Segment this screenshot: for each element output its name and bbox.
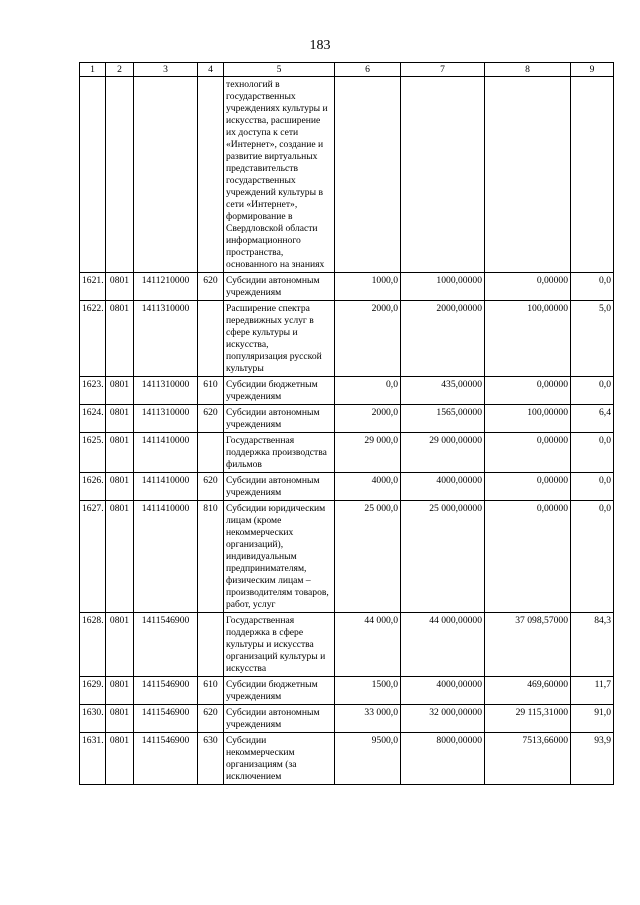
value-col-8: 100,00000 [485,405,571,433]
table-row [80,77,614,273]
item-name: Субсидии юридическим лицам (кроме некоммерческих организаций), индивидуальным предпринимателям, физическим лицам – производителям товаров, работ, услуг [224,501,335,613]
table-row [80,405,614,433]
table-row [80,613,614,677]
table-row [80,273,614,301]
expense-type [198,613,224,677]
row-number: 1625. [80,433,106,473]
value-col-8: 0,00000 [485,433,571,473]
row-number: 1629. [80,677,106,705]
value-col-7: 25 000,00000 [401,501,485,613]
header-col-8: 8 [485,63,571,77]
section-code: 0801 [106,273,134,301]
value-col-6: 1500,0 [335,677,401,705]
header-col-1: 1 [80,63,106,77]
page-number: 183 [309,38,331,53]
table-row [80,433,614,473]
value-col-6: 1000,0 [335,273,401,301]
value-col-8: 0,00000 [485,501,571,613]
percent: 11,7 [571,677,614,705]
expense-type [198,77,224,273]
header-col-7: 7 [401,63,485,77]
target-code [134,77,198,273]
value-col-7: 4000,00000 [401,473,485,501]
section-code: 0801 [106,705,134,733]
table-row [80,377,614,405]
row-number: 1624. [80,405,106,433]
row-number: 1627. [80,501,106,613]
budget-table [79,62,614,785]
expense-type: 620 [198,473,224,501]
table-row [80,301,614,377]
section-code: 0801 [106,677,134,705]
item-name: Государственная поддержка производства фильмов [224,433,335,473]
value-col-6 [335,77,401,273]
value-col-7: 32 000,00000 [401,705,485,733]
expense-type: 620 [198,273,224,301]
value-col-6: 4000,0 [335,473,401,501]
header-col-5: 5 [224,63,335,77]
header-col-3: 3 [134,63,198,77]
percent: 0,0 [571,377,614,405]
value-col-6: 2000,0 [335,405,401,433]
value-col-7: 29 000,00000 [401,433,485,473]
row-number: 1623. [80,377,106,405]
section-code: 0801 [106,613,134,677]
target-code: 1411546900 [134,677,198,705]
target-code: 1411410000 [134,473,198,501]
value-col-8: 29 115,31000 [485,705,571,733]
section-code: 0801 [106,473,134,501]
value-col-8: 469,60000 [485,677,571,705]
item-name: Субсидии бюджетным учреждениям [224,377,335,405]
header-col-9: 9 [571,63,614,77]
target-code: 1411310000 [134,405,198,433]
target-code: 1411410000 [134,501,198,613]
value-col-7 [401,77,485,273]
value-col-8: 0,00000 [485,377,571,405]
value-col-7: 2000,00000 [401,301,485,377]
section-code: 0801 [106,301,134,377]
value-col-8 [485,77,571,273]
table-row [80,501,614,613]
value-col-8: 0,00000 [485,473,571,501]
item-name: Субсидии бюджетным учреждениям [224,677,335,705]
value-col-7: 1565,00000 [401,405,485,433]
row-number: 1628. [80,613,106,677]
item-name: Субсидии некоммерческим организациям (за исключением [224,733,335,785]
section-code: 0801 [106,433,134,473]
target-code: 1411310000 [134,377,198,405]
item-name: технологий в государственных учреждениях культуры и искусства, расширение их доступа к сети «Интернет», создание и развитие виртуальных представительств государственных учреждений культуры в сети «Интернет», формирование в Свердловской области информационного пространства, основанного на знаниях [224,77,335,273]
item-name: Субсидии автономным учреждениям [224,473,335,501]
value-col-6: 2000,0 [335,301,401,377]
table-header-row [80,63,614,77]
row-number: 1631. [80,733,106,785]
expense-type: 810 [198,501,224,613]
percent [571,77,614,273]
table-row [80,677,614,705]
value-col-8: 37 098,57000 [485,613,571,677]
percent: 84,3 [571,613,614,677]
target-code: 1411210000 [134,273,198,301]
percent: 0,0 [571,473,614,501]
target-code: 1411310000 [134,301,198,377]
header-col-6: 6 [335,63,401,77]
value-col-8: 0,00000 [485,273,571,301]
value-col-7: 8000,00000 [401,733,485,785]
value-col-6: 29 000,0 [335,433,401,473]
expense-type: 620 [198,705,224,733]
percent: 0,0 [571,273,614,301]
row-number: 1630. [80,705,106,733]
percent: 91,0 [571,705,614,733]
percent: 0,0 [571,501,614,613]
value-col-7: 44 000,00000 [401,613,485,677]
value-col-7: 4000,00000 [401,677,485,705]
row-number: 1621. [80,273,106,301]
target-code: 1411410000 [134,433,198,473]
section-code: 0801 [106,405,134,433]
expense-type: 610 [198,677,224,705]
table-row [80,473,614,501]
item-name: Субсидии автономным учреждениям [224,405,335,433]
item-name: Субсидии автономным учреждениям [224,705,335,733]
header-col-2: 2 [106,63,134,77]
expense-type [198,301,224,377]
row-number [80,77,106,273]
section-code [106,77,134,273]
value-col-8: 7513,66000 [485,733,571,785]
header-col-4: 4 [198,63,224,77]
value-col-6: 0,0 [335,377,401,405]
percent: 5,0 [571,301,614,377]
section-code: 0801 [106,377,134,405]
section-code: 0801 [106,733,134,785]
expense-type: 610 [198,377,224,405]
table-row [80,705,614,733]
table-row [80,733,614,785]
value-col-7: 435,00000 [401,377,485,405]
value-col-6: 25 000,0 [335,501,401,613]
expense-type: 630 [198,733,224,785]
target-code: 1411546900 [134,733,198,785]
item-name: Государственная поддержка в сфере культуры и искусства организаций культуры и искусства [224,613,335,677]
row-number: 1622. [80,301,106,377]
row-number: 1626. [80,473,106,501]
expense-type [198,433,224,473]
value-col-6: 9500,0 [335,733,401,785]
value-col-6: 33 000,0 [335,705,401,733]
item-name: Субсидии автономным учреждениям [224,273,335,301]
value-col-6: 44 000,0 [335,613,401,677]
percent: 93,9 [571,733,614,785]
percent: 6,4 [571,405,614,433]
section-code: 0801 [106,501,134,613]
target-code: 1411546900 [134,705,198,733]
expense-type: 620 [198,405,224,433]
percent: 0,0 [571,433,614,473]
value-col-7: 1000,00000 [401,273,485,301]
target-code: 1411546900 [134,613,198,677]
item-name: Расширение спектра передвижных услуг в сфере культуры и искусства, популяризация русской культуры [224,301,335,377]
value-col-8: 100,00000 [485,301,571,377]
